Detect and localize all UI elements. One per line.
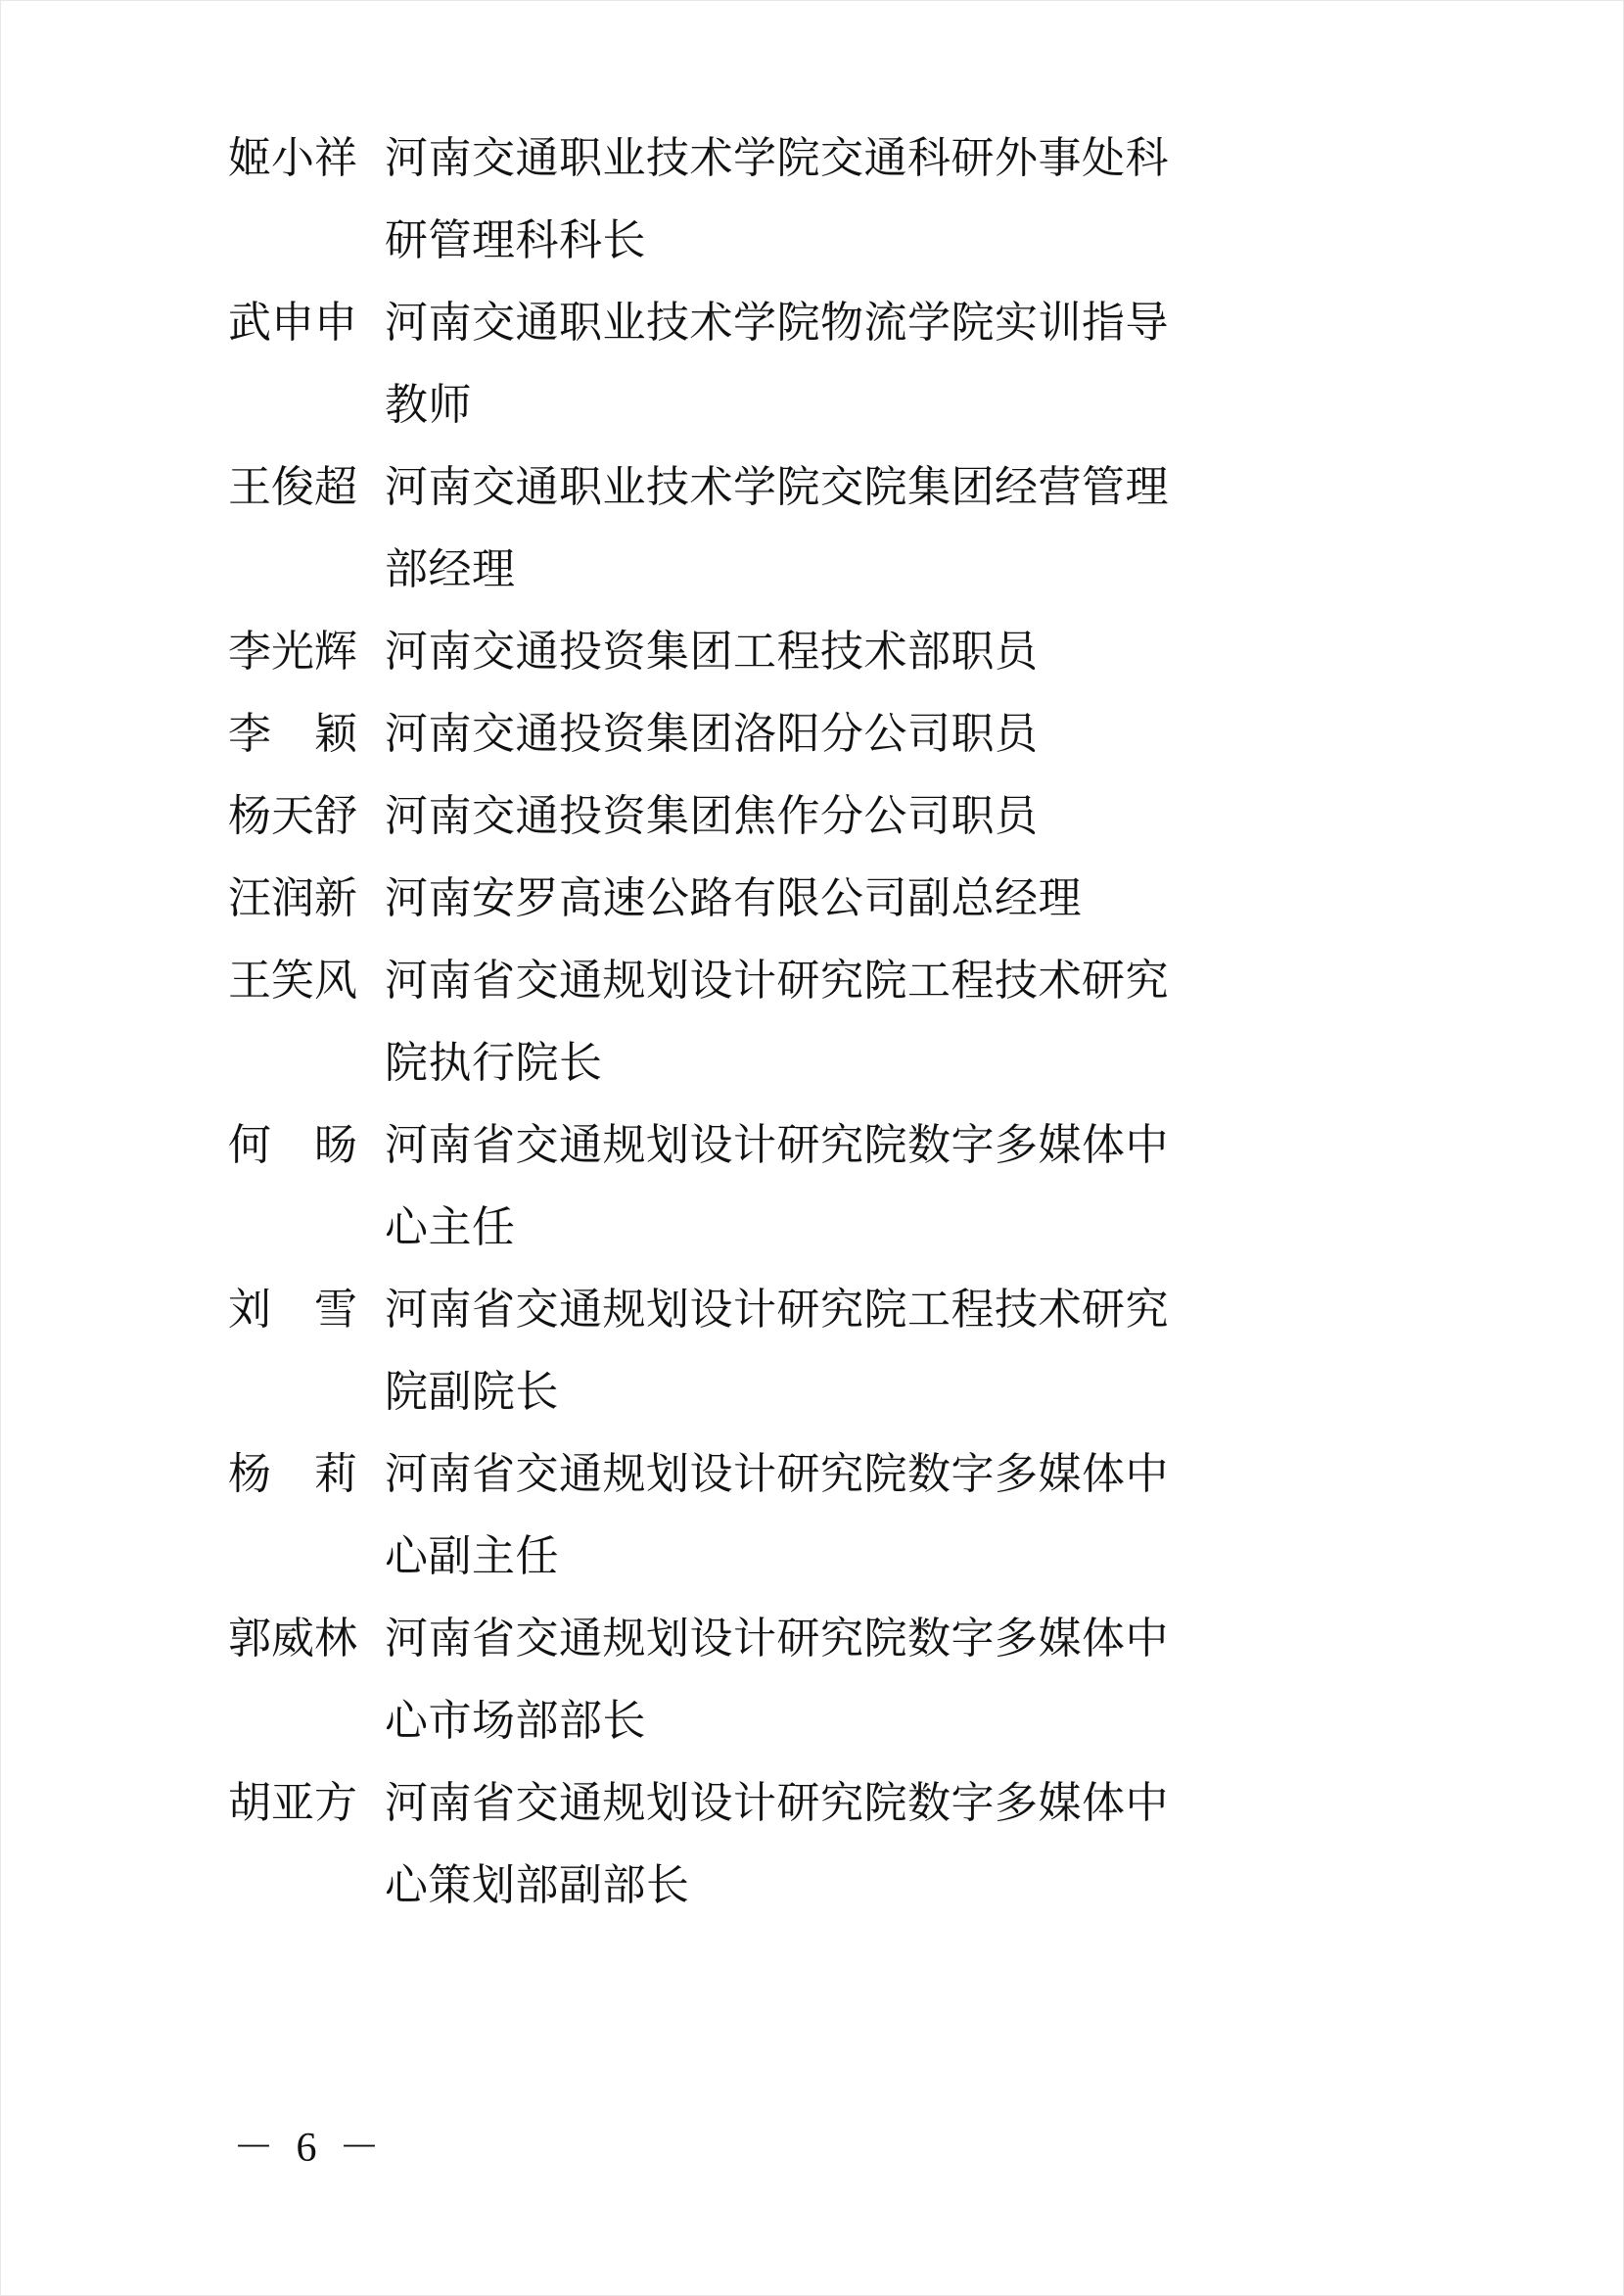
entry-organization-line: 院执行院长 [385,1039,603,1087]
entry-organization-line: 河南安罗高速公路有限公司副总经理 [385,874,1082,922]
entry-organization-title [385,693,1344,775]
entry-organization-line: 部经理 [385,545,516,593]
list-item [228,1433,1344,1598]
entry-person-name: 李光辉 [228,628,357,676]
entry-person-name: 刘 雪 [228,1286,357,1334]
entry-organization-title [385,775,1344,858]
personnel-list [228,117,1344,1927]
list-item [228,117,1344,282]
entry-organization-title [385,940,1344,1104]
entry-organization-title [385,611,1344,693]
entry-organization-line: 河南交通职业技术学院交通科研外事处科 [385,134,1169,182]
entry-organization-line: 河南省交通规划设计研究院工程技术研究 [385,957,1169,1005]
entry-organization-line: 河南省交通规划设计研究院工程技术研究 [385,1286,1169,1334]
list-item [228,858,1344,940]
entry-person-name: 姬小祥 [228,134,357,182]
list-item [228,611,1344,693]
entry-person-name: 杨 莉 [228,1450,357,1498]
entry-organization-line: 心市场部部长 [385,1697,646,1745]
list-item [228,1762,1344,1927]
entry-organization-line: 教师 [385,381,472,429]
entry-person-name: 王笑风 [228,957,357,1005]
entry-organization-line: 院副院长 [385,1368,559,1416]
entry-organization-title [385,1433,1344,1598]
list-item [228,282,1344,446]
list-item [228,775,1344,858]
entry-organization-line: 河南交通职业技术学院交院集团经营管理 [385,463,1169,511]
entry-organization-line: 河南交通投资集团焦作分公司职员 [385,792,1039,840]
list-item [228,1598,1344,1762]
entry-organization-title [385,858,1344,940]
entry-person-name: 杨天舒 [228,792,357,840]
entry-organization-title [385,117,1344,282]
entry-person-name: 汪润新 [228,874,357,922]
entry-organization-line: 心策划部副部长 [385,1861,690,1909]
entry-organization-title [385,1104,1344,1269]
entry-organization-line: 研管理科科长 [385,216,646,264]
entry-organization-line: 河南交通投资集团工程技术部职员 [385,628,1039,676]
entry-person-name: 郭威林 [228,1615,357,1663]
entry-organization-line: 河南省交通规划设计研究院数字多媒体中 [385,1450,1169,1498]
page-footer [0,2115,1624,2174]
entry-organization-line: 河南省交通规划设计研究院数字多媒体中 [385,1779,1169,1827]
list-item [228,693,1344,775]
entry-organization-title [385,1598,1344,1762]
list-item [228,1269,1344,1433]
entry-organization-title [385,1269,1344,1433]
entry-organization-line: 河南交通投资集团洛阳分公司职员 [385,710,1039,758]
page-number: － 6 － [233,2126,387,2171]
entry-organization-title [385,446,1344,611]
entry-organization-line: 心副主任 [385,1532,559,1580]
entry-organization-line: 河南省交通规划设计研究院数字多媒体中 [385,1121,1169,1169]
entry-person-name: 武申申 [228,299,357,347]
entry-person-name: 胡亚方 [228,1779,357,1827]
entry-person-name: 何 旸 [228,1121,357,1169]
entry-organization-line: 河南省交通规划设计研究院数字多媒体中 [385,1615,1169,1663]
entry-organization-title [385,1762,1344,1927]
list-item [228,940,1344,1104]
entry-person-name: 王俊超 [228,463,357,511]
entry-organization-line: 河南交通职业技术学院物流学院实训指导 [385,299,1169,347]
entry-organization-title [385,282,1344,446]
list-item [228,446,1344,611]
list-item [228,1104,1344,1269]
entry-person-name: 李 颖 [228,710,357,758]
entry-organization-line: 心主任 [385,1203,516,1251]
